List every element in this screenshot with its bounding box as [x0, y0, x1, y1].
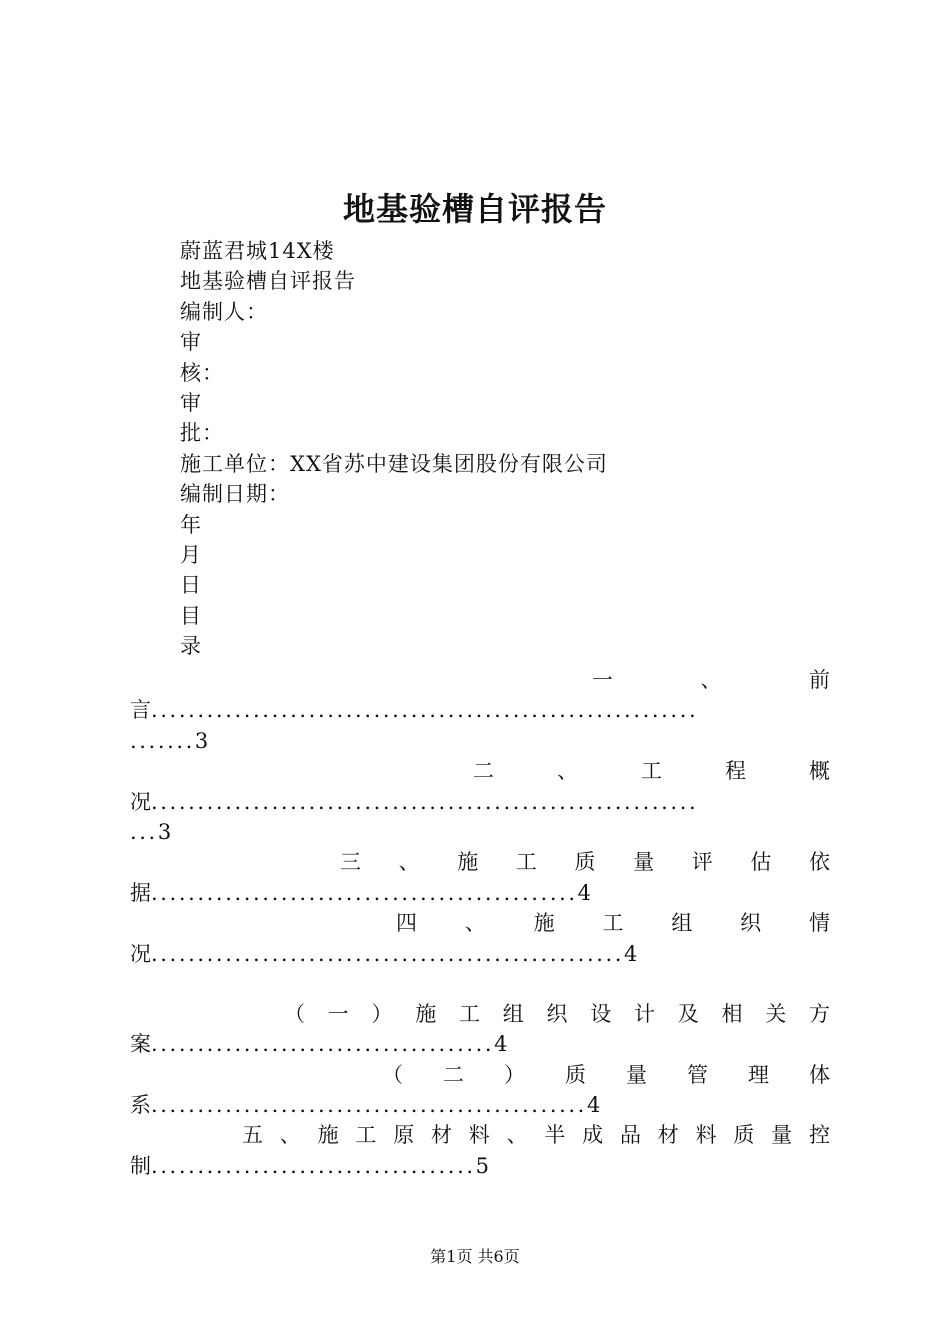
- toc-heading-char: 工: [515, 850, 537, 875]
- cover-line: 批：: [180, 421, 224, 446]
- toc-heading-char: 工: [602, 911, 624, 936]
- toc-leader-dots: ...........................................................: [151, 789, 699, 814]
- toc-heading-char: 施: [415, 1001, 437, 1026]
- toc-entry[interactable]: [130, 999, 830, 1060]
- toc-heading-char: 理: [748, 1062, 769, 1087]
- toc-heading-char: 二: [443, 1062, 464, 1087]
- toc-heading-char: 、: [700, 668, 722, 692]
- toc-heading-char: 计: [634, 1001, 655, 1026]
- toc-heading-last-char: 案: [130, 1032, 151, 1057]
- toc-heading-char: 、: [398, 850, 420, 875]
- toc-heading-row: [130, 665, 830, 695]
- toc-leader-row: [130, 878, 830, 908]
- toc-heading-char: 料: [695, 1123, 717, 1148]
- toc-heading-char: （: [382, 1062, 403, 1087]
- document-title: 地基验槽自评报告: [342, 190, 607, 228]
- toc-heading-char: 相: [721, 1001, 743, 1026]
- toc-heading-row: [130, 1060, 830, 1090]
- toc-leader-dots: ...............................................4: [151, 1093, 603, 1118]
- toc-heading-char: 控: [808, 1123, 830, 1148]
- toc-heading-char: 方: [809, 1001, 830, 1026]
- toc-heading-char: 五: [242, 1123, 263, 1148]
- toc-leader-row: [130, 1151, 830, 1181]
- cover-line: 施工单位：XX省苏中建设集团股份有限公司: [180, 451, 608, 476]
- toc-heading-char: 工: [459, 1001, 480, 1026]
- toc-heading-char: 依: [809, 850, 830, 875]
- page-footer: 第1页 共6页: [430, 1247, 520, 1266]
- toc-heading-char: ）: [371, 1001, 393, 1026]
- toc-heading-char: 三: [340, 850, 361, 875]
- toc-heading-char: 成: [582, 1123, 604, 1148]
- toc-heading-char: 组: [671, 911, 693, 936]
- toc-heading-char: 工: [641, 759, 662, 784]
- toc-heading-char: 、: [464, 911, 486, 936]
- toc-heading-char: 施: [533, 911, 555, 936]
- toc-leader-row: [130, 695, 830, 725]
- cover-line: 年: [180, 512, 202, 537]
- toc-leader-row: [130, 1029, 830, 1059]
- toc-heading-char: 半: [544, 1123, 566, 1148]
- toc-heading-char: 材: [657, 1123, 679, 1148]
- toc-heading-row: [130, 1120, 830, 1150]
- toc-heading-char: 情: [808, 911, 830, 936]
- toc-leader-row: [130, 787, 830, 817]
- toc-heading-char: 体: [809, 1062, 830, 1087]
- toc-heading-char: 组: [502, 1001, 524, 1026]
- toc-leader-continuation: .......3: [130, 728, 211, 753]
- toc-leader-continuation: ...3: [130, 819, 174, 844]
- toc-entry[interactable]: [130, 665, 830, 756]
- toc-leader-row: [130, 939, 830, 969]
- toc-heading-char: 四: [396, 911, 417, 936]
- cover-line: 蔚蓝君城14X楼: [180, 239, 335, 263]
- toc-heading-row: [130, 756, 830, 786]
- toc-heading-char: 原: [393, 1123, 415, 1148]
- cover-line: 地基验槽自评报告: [180, 269, 356, 294]
- toc-leader-dots: ...................................................4: [151, 941, 641, 966]
- toc-heading-last-char: 况: [130, 789, 151, 814]
- toc-continuation-row: [130, 726, 830, 756]
- toc-heading-char: （: [284, 1001, 305, 1026]
- toc-heading-char: 量: [626, 1062, 647, 1087]
- toc-entry[interactable]: [130, 756, 830, 847]
- toc-heading-char: 及: [677, 1001, 699, 1026]
- toc-heading-char: 量: [633, 850, 655, 875]
- toc-heading-last-char: 系: [130, 1093, 151, 1118]
- toc-heading-char: 料: [468, 1123, 490, 1148]
- toc-heading-char: 二: [473, 759, 494, 784]
- toc-heading-row: [130, 999, 830, 1029]
- toc-heading-row: [130, 908, 830, 938]
- toc-heading-char: 关: [765, 1001, 787, 1026]
- table-of-contents: [130, 665, 830, 1181]
- toc-heading-char: 材: [430, 1123, 452, 1148]
- toc-heading-char: 设: [590, 1001, 612, 1026]
- toc-leader-dots: ...................................5: [151, 1153, 492, 1178]
- toc-heading-char: 质: [565, 1062, 586, 1087]
- cover-line: 录: [180, 634, 202, 659]
- toc-entry[interactable]: [130, 1060, 830, 1121]
- cover-line: 审: [180, 390, 202, 415]
- toc-leader-dots: ...........................................................: [151, 698, 699, 723]
- toc-heading-char: 前: [809, 668, 830, 692]
- toc-heading-char: 、: [506, 1123, 528, 1148]
- toc-leader-row: [130, 1090, 830, 1120]
- toc-gap: [130, 969, 830, 999]
- toc-continuation-row: [130, 817, 830, 847]
- cover-lines: [180, 236, 608, 661]
- toc-heading-last-char: 况: [130, 941, 151, 966]
- toc-entry[interactable]: [130, 847, 830, 908]
- toc-heading-char: 施: [457, 850, 479, 875]
- cover-line: 目: [180, 603, 202, 628]
- toc-heading-char: 品: [619, 1123, 641, 1148]
- toc-heading-char: ）: [504, 1062, 525, 1087]
- cover-line: 审: [180, 330, 202, 355]
- toc-heading-char: 估: [750, 850, 772, 875]
- toc-leader-dots: ..............................................4: [151, 880, 594, 905]
- toc-heading-last-char: 据: [130, 880, 151, 905]
- cover-line: 日: [180, 573, 202, 598]
- toc-heading-char: 施: [317, 1123, 339, 1148]
- toc-heading-char: 评: [691, 850, 713, 875]
- toc-heading-char: 质: [733, 1123, 755, 1148]
- toc-heading-char: 一: [327, 1001, 349, 1026]
- toc-leader-dots: .....................................4: [151, 1032, 511, 1057]
- toc-heading-char: 工: [355, 1123, 377, 1148]
- toc-entry[interactable]: [130, 908, 830, 969]
- toc-heading-char: 织: [546, 1001, 568, 1026]
- toc-heading-last-char: 制: [130, 1153, 151, 1178]
- toc-heading-char: 、: [279, 1123, 301, 1148]
- cover-line: 月: [180, 542, 202, 567]
- toc-heading-char: 管: [687, 1062, 708, 1087]
- toc-heading-char: 、: [557, 759, 578, 784]
- toc-heading-char: 程: [725, 759, 746, 784]
- toc-heading-char: 一: [592, 668, 613, 692]
- toc-entry[interactable]: [130, 1120, 830, 1181]
- cover-line: 核：: [180, 360, 224, 385]
- toc-heading-char: 概: [809, 759, 830, 784]
- toc-heading-last-char: 言: [130, 698, 151, 723]
- cover-line: 编制人：: [180, 299, 268, 324]
- toc-heading-row: [130, 847, 830, 877]
- toc-heading-char: 质: [574, 850, 596, 875]
- cover-line: 编制日期：: [180, 482, 290, 507]
- toc-heading-char: 量: [771, 1123, 793, 1148]
- toc-heading-char: 织: [740, 911, 762, 936]
